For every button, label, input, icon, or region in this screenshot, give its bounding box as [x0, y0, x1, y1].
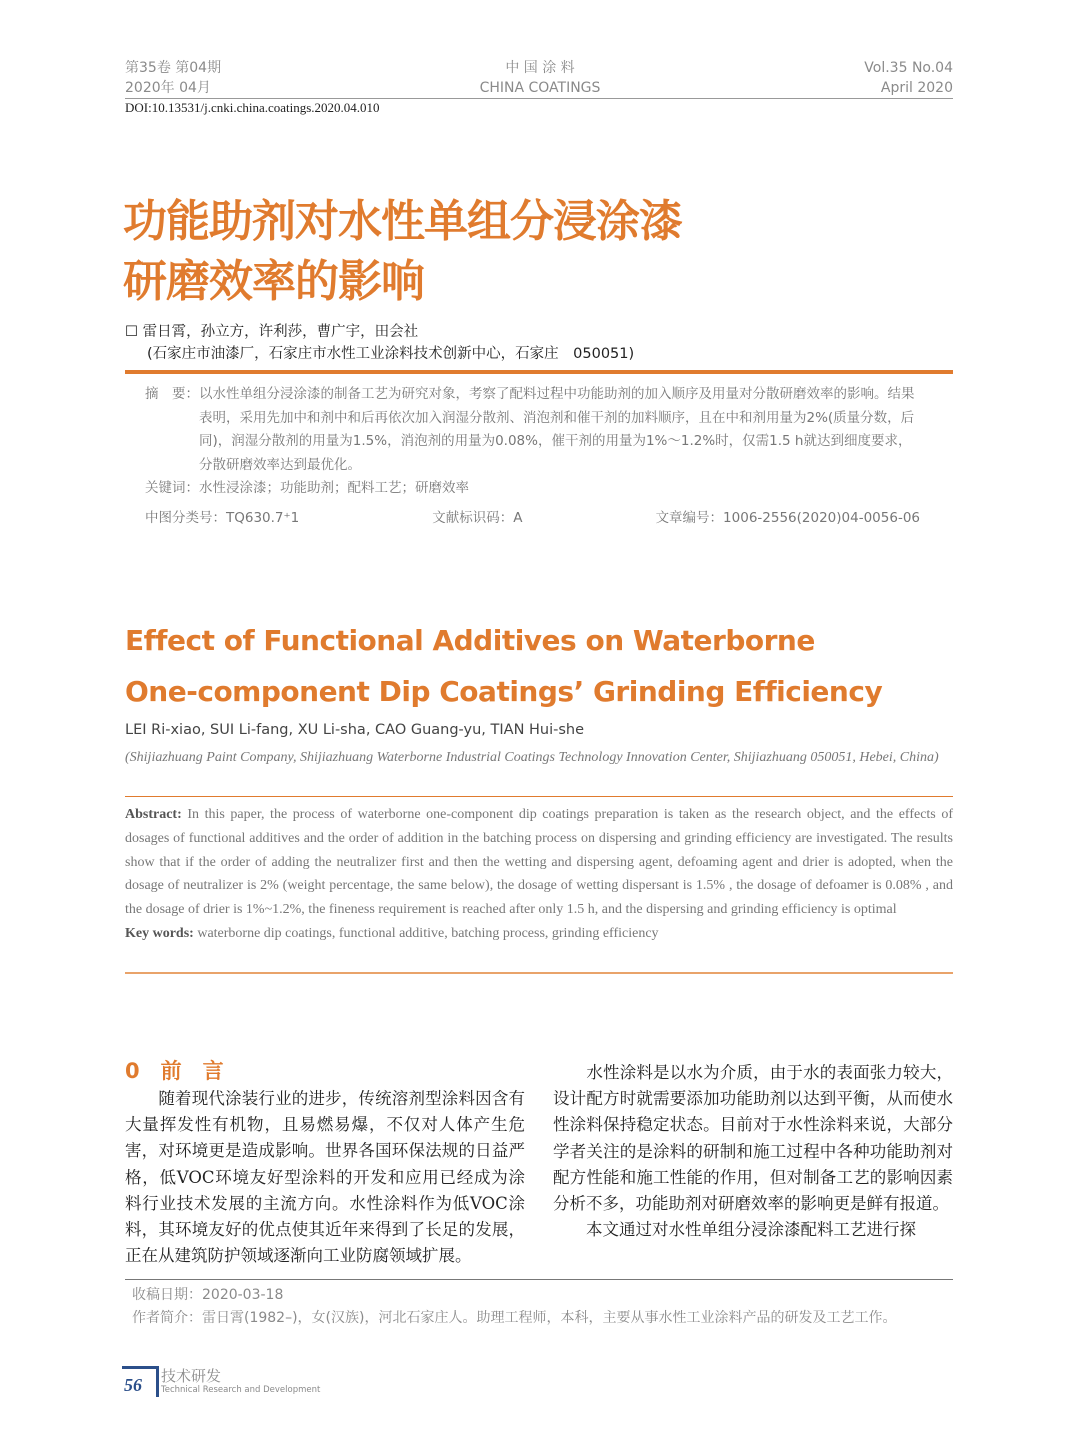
authors-cn: 雷日霄，孙立方，许利莎，曹广宇，田会社	[142, 324, 419, 340]
abstract-en-text: In this paper, the process of waterborne one-component dip coatings preparation is taken as the research object, and the effects of dosages of functional additives and the order of addition in the batching process on dispersing and grinding efficiency are investigated. The results show that if the order of adding the neutralizer first and then the wetting and dispersing agent, defoaming agent and drier is adopted, when the dosage of neutralizer is 2% (weight percentage, the same below), the dosage of wetting dispersant is 1.5% , the dosage of defoamer is 0.08% , and the dosage of drier is 1%~1.2%, the fineness requirement is reached after only 1.5 h, and the dispersing and grinding efficiency is optimal	[125, 807, 953, 918]
date-en: April 2020	[880, 80, 953, 96]
abstract-rule-bottom	[125, 972, 953, 974]
keywords-en-text: waterborne dip coatings, functional additive, batching process, grinding efficiency	[193, 925, 659, 941]
keywords-cn: 关键词：水性浸涂漆；功能助剂；配料工艺；研磨效率	[145, 480, 469, 496]
section-title: 前 言	[160, 1059, 224, 1083]
author-bio: 作者简介：雷日霄(1982–)，女(汉族)，河北石家庄人。助理工程师，本科，主要从事水性工业涂料产品的研发及工艺工作。	[132, 1310, 897, 1326]
document-code: 文献标识码：A	[432, 509, 523, 526]
header-right	[864, 58, 953, 98]
section-heading	[125, 1055, 224, 1085]
abstract-cn-label: 摘 要：	[145, 386, 199, 402]
abstract-en-label: Abstract:	[125, 807, 182, 822]
header-left	[125, 58, 221, 98]
title-en	[125, 615, 882, 717]
authors-block	[125, 321, 634, 365]
keywords-en-label: Key words:	[125, 925, 194, 941]
authors-en: LEI Ri-xiao, SUI Li-fang, XU Li-sha, CAO Guang-yu, TIAN Hui-she	[125, 722, 585, 738]
paragraph: 本文通过对水性单组分浸涂漆配料工艺进行探	[553, 1220, 916, 1240]
date-cn: 2020年 04月	[125, 80, 211, 96]
footer-section	[161, 1368, 320, 1395]
section-number: 0	[125, 1059, 140, 1083]
affiliation-en: (Shijiazhuang Paint Company, Shijiazhuang Waterborne Industrial Coatings Technology Innovation Center, Shijiazhuang 050051, Hebei, China)	[125, 750, 939, 765]
footer-section-en: Technical Research and Development	[161, 1385, 321, 1395]
volume-en: Vol.35 No.04	[864, 60, 953, 76]
square-icon: ☐	[125, 324, 143, 340]
orange-rule	[125, 370, 953, 374]
page-number-box	[122, 1366, 159, 1397]
title-en-line: Effect of Functional Additives on Waterborne	[125, 624, 815, 657]
title-en-line: One-component Dip Coatings’ Grinding Efficiency	[125, 675, 883, 708]
paragraph: 水性涂料是以水为介质，由于水的表面张力较大，设计配方时就需要添加功能助剂以达到平衡，从而使水性涂料保持稳定状态。目前对于水性涂料来说，大部分学者关注的是涂料的研制和施工过程中各种功能助剂对配方性能和施工性能的作用，但对制备工艺的影响因素分析不多，功能助剂对研磨效率的影响更是鲜有报道。	[553, 1063, 953, 1214]
body-right-column	[553, 1060, 953, 1243]
title-cn-line: 研磨效率的影响	[123, 256, 424, 307]
title-cn	[123, 192, 682, 312]
abstract-cn-text: 以水性单组分浸涂漆的制备工艺为研究对象，考察了配料过程中功能助剂的加入顺序及用量对分散研磨效率的影响。结果表明，采用先加中和剂中和后再依次加入润湿分散剂、消泡剂和催干剂的加料顺序，且在中和剂用量为2%(质量分数，后同)，润湿分散剂的用量为1.5%，消泡剂的用量为0.08%，催干剂的用量为1%～1.2%时，仅需1.5 h就达到细度要求，分散研磨效率达到最优化。	[199, 386, 915, 473]
clc-number: 中图分类号：TQ630.7⁺1	[145, 509, 300, 526]
header-center	[440, 58, 640, 98]
abstract-rule-top	[125, 796, 953, 797]
footer-section-cn: 技术研发	[161, 1367, 222, 1385]
journal-cn: 中 国 涂 料	[505, 60, 575, 76]
body-left-column: 随着现代涂装行业的进步，传统溶剂型涂料因含有大量挥发性有机物，且易燃易爆，不仅对人体产生危害，对环境更是造成影响。世界各国环保法规的日益严格，低VOC环境友好型涂料的开发和应用已经成为涂料行业技术发展的主流方向。水性涂料作为低VOC涂料，其环境友好的优点使其近年来得到了长足的发展，正在从建筑防护领域逐渐向工业防腐领域扩展。	[125, 1089, 525, 1266]
doi: DOI:10.13531/j.cnki.china.coatings.2020.04.010	[125, 100, 380, 115]
volume-cn: 第35卷 第04期	[125, 60, 222, 76]
header-rule	[125, 98, 953, 99]
title-cn-line: 功能助剂对水性单组分浸涂漆	[123, 196, 682, 247]
abstract-en	[125, 803, 953, 946]
received-date: 收稿日期：2020-03-18	[132, 1287, 284, 1303]
footnote	[132, 1284, 896, 1330]
page-number: 56	[124, 1375, 142, 1395]
affiliation-cn: (石家庄市油漆厂，石家庄市水性工业涂料技术创新中心，石家庄 050051)	[147, 346, 635, 362]
article-number: 文章编号：1006-2556(2020)04-0056-06	[655, 509, 920, 526]
footnote-rule	[125, 1279, 953, 1280]
journal-en: CHINA COATINGS	[479, 80, 601, 96]
abstract-cn	[145, 383, 920, 530]
